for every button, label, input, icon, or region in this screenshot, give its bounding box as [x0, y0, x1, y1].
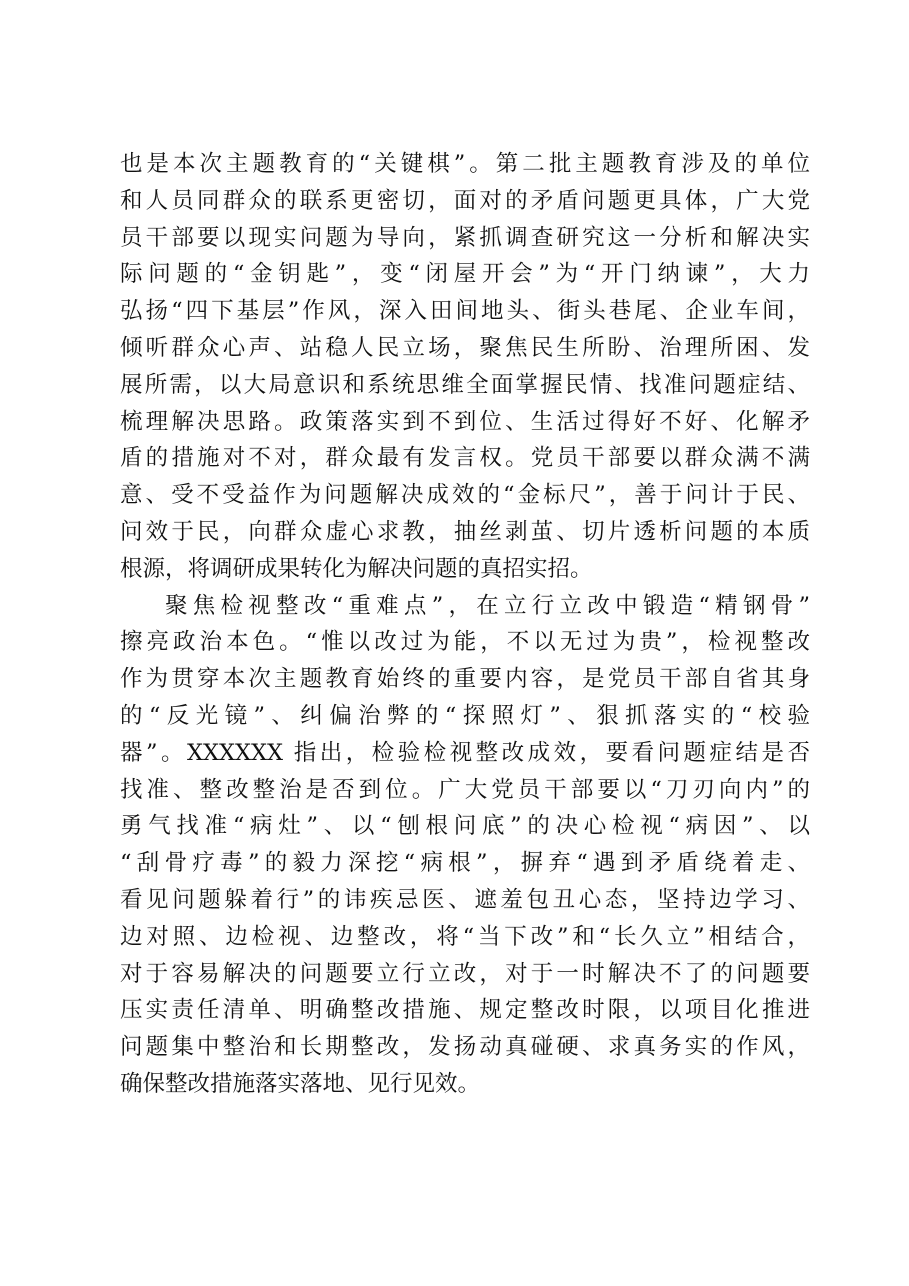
document-body — [120, 146, 810, 1103]
text-line: 梳理解决思路。政策落实到不到位、生活过得好不好、化解矛 — [120, 408, 810, 435]
text-line: 盾的措施对不对，群众最有发言权。党员干部要以群众满不满 — [120, 445, 810, 472]
paragraph-1 — [120, 146, 810, 588]
text-line: 的“反光镜”、纠偏治弊的“探照灯”、狠抓落实的“校验 — [120, 702, 810, 729]
text-line: 对于容易解决的问题要立行立改，对于一时解决不了的问题要 — [120, 960, 810, 987]
text-line: 器”。XXXXXX 指出，检验检视整改成效，要看问题症结是否 — [120, 739, 810, 766]
text-line: 聚焦检视整改“重难点”，在立行立改中锻造“精钢骨” — [165, 592, 810, 619]
text-line: 找准、整改整治是否到位。广大党员干部要以“刀刃向内”的 — [120, 776, 810, 803]
text-line: 边对照、边检视、边整改，将“当下改”和“长久立”相结合， — [120, 923, 810, 950]
text-line: “刮骨疗毒”的毅力深挖“病根”，摒弃“遇到矛盾绕着走、 — [120, 850, 810, 877]
paragraph-2 — [120, 588, 810, 1103]
text-line: 问题集中整治和长期整改，发扬动真碰硬、求真务实的作风， — [120, 1034, 810, 1061]
text-line: 确保整改措施落实落地、见行见效。 — [120, 1070, 481, 1097]
text-line: 看见问题躲着行”的讳疾忌医、遮羞包丑心态，坚持边学习、 — [120, 886, 810, 913]
text-line: 和人员同群众的联系更密切，面对的矛盾问题更具体，广大党 — [120, 187, 810, 214]
text-line: 问效于民，向群众虚心求教，抽丝剥茧、切片透析问题的本质 — [120, 518, 810, 545]
text-line: 也是本次主题教育的“关键棋”。第二批主题教育涉及的单位 — [120, 151, 810, 177]
text-line: 倾听群众心声、站稳人民立场，聚焦民生所盼、治理所困、发 — [120, 334, 810, 361]
text-line: 擦亮政治本色。“惟以改过为能，不以无过为贵”，检视整改 — [120, 629, 810, 656]
text-line: 意、受不受益作为问题解决成效的“金标尺”，善于问计于民、 — [120, 482, 810, 509]
text-line: 际问题的“金钥匙”，变“闭屋开会”为“开门纳谏”，大力 — [120, 261, 810, 288]
text-line: 员干部要以现实问题为导向，紧抓调查研究这一分析和解决实 — [120, 224, 810, 251]
text-line: 展所需，以大局意识和系统思维全面掌握民情、找准问题症结、 — [120, 371, 810, 398]
text-line: 压实责任清单、明确整改措施、规定整改时限，以项目化推进 — [120, 997, 810, 1024]
text-line: 根源，将调研成果转化为解决问题的真招实招。 — [120, 555, 593, 582]
text-line: 勇气找准“病灶”、以“刨根问底”的决心检视“病因”、以 — [120, 813, 810, 840]
text-line: 作为贯穿本次主题教育始终的重要内容，是党员干部自省其身 — [120, 666, 810, 693]
text-line: 弘扬“四下基层”作风，深入田间地头、街头巷尾、企业车间， — [120, 298, 810, 325]
